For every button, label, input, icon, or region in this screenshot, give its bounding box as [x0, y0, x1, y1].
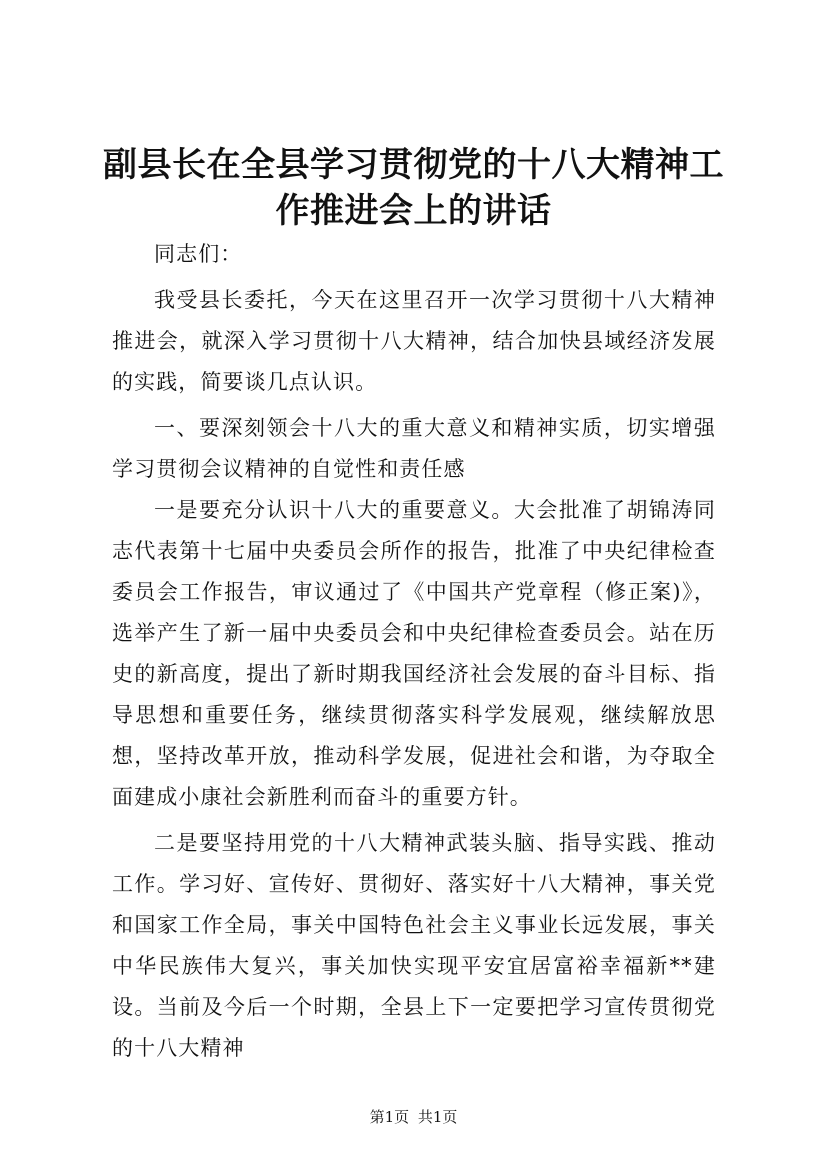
section-heading: 一、要深刻领会十八大的重大意义和精神实质，切实增强学习贯彻会议精神的自觉性和责任感: [112, 416, 716, 481]
page-total: 共1页: [417, 1108, 458, 1126]
document-body: [112, 234, 716, 1069]
salutation-paragraph: 同志们：: [154, 242, 243, 266]
body-paragraph: 一是要充分认识十八大的重要意义。大会批准了胡锦涛同志代表第十七届中央委员会所作的报告，批准了中央纪律检查委员会工作报告，审议通过了《中国共产党章程（修正案)》，选举产生了新一届中央委员会和中央纪律检查委员会。站在历史的新高度，提出了新时期我国经济社会发展的奋斗目标、指导思想和重要任务，继续贯彻落实科学发展观，继续解放思想，坚持改革开放，推动科学发展，促进社会和谐，为夺取全面建成小康社会新胜利而奋斗的重要方针。: [112, 498, 716, 809]
page-number: 第1页: [369, 1108, 410, 1126]
page-footer: [0, 1107, 827, 1127]
document-title: 副县长在全县学习贯彻党的十八大精神工作推进会上的讲话: [103, 145, 724, 231]
body-paragraph: 我受县长委托，今天在这里召开一次学习贯彻十八大精神推进会，就深入学习贯彻十八大精神，结合加快县域经济发展的实践，简要谈几点认识。: [112, 288, 716, 394]
body-paragraph: 二是要坚持用党的十八大精神武装头脑、指导实践、推动工作。学习好、宣传好、贯彻好、落实好十八大精神，事关党和国家工作全局，事关中国特色社会主义事业长远发展，事关中华民族伟大复兴，事关加快实现平安宜居富裕幸福新**建设。当前及今后一个时期，全县上下一定要把学习宣传贯彻党的十八大精神: [112, 831, 716, 1060]
